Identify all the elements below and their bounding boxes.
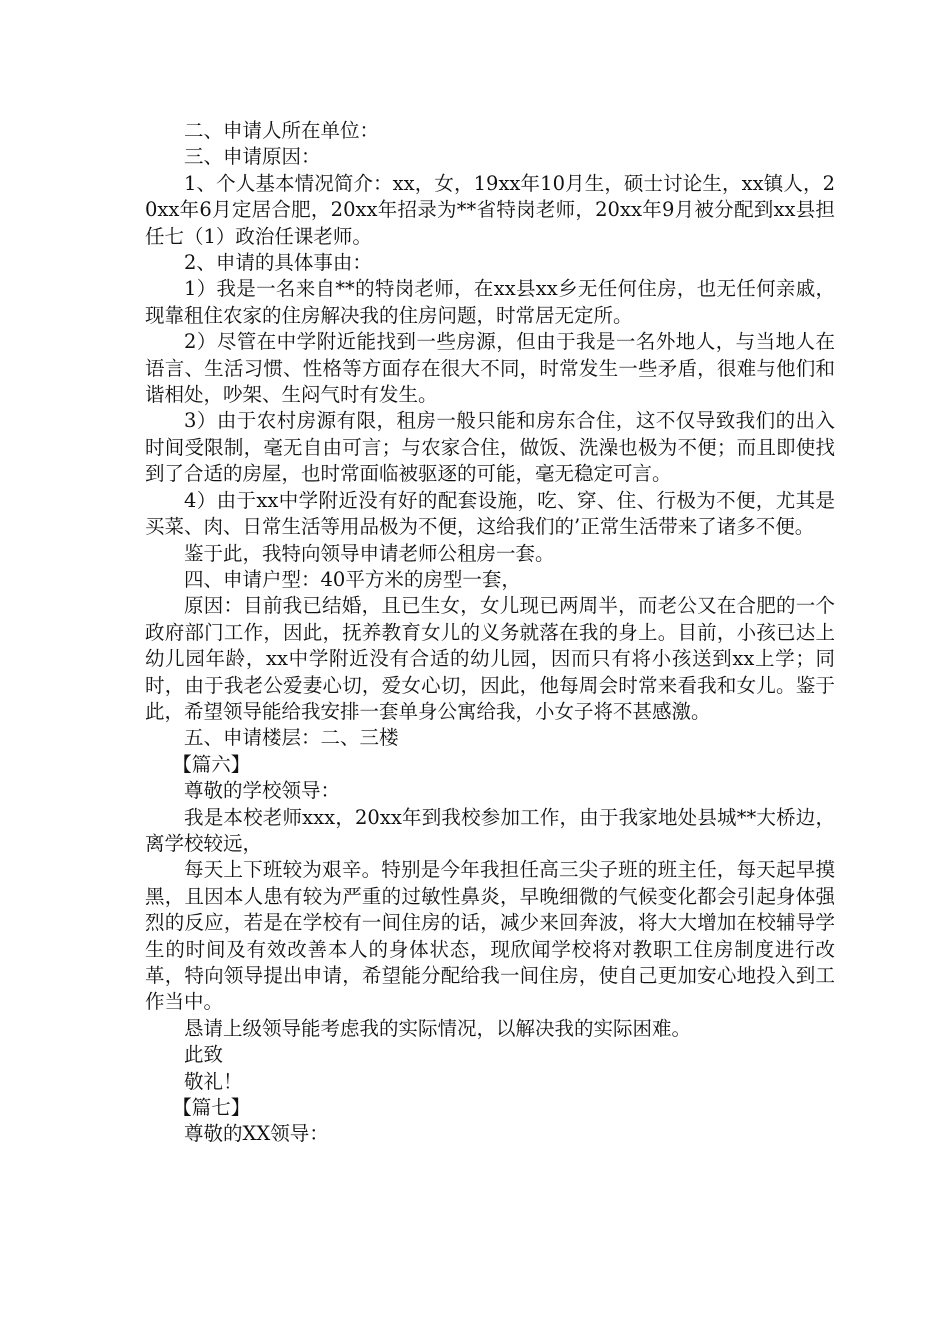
paragraph-hardship: 每天上下班较为艰辛。特别是今年我担任高三尖子班的班主任，每天起早摸黑，且因本人患有较为严重的过敏性鼻炎，早晚细微的气候变化都会引起身体强烈的反应，若是在学校有一间住房的话，减少来回奔波，将大大增加在校辅导学生的时间及有效改善本人的身体状态，现欣闻学校将对教职工住房制度进行改革，特向领导提出申请，希望能分配给我一间住房，使自己更加安心地投入到工作当中。 [145, 858, 835, 1014]
paragraph-reason-4: 4）由于xx中学附近没有好的配套设施，吃、穿、住、行极为不便，尤其是买菜、肉、日常生活等用品极为不便，这给我们的’正常生活带来了诸多不便。 [145, 488, 835, 539]
closing-jingli: 敬礼！ [184, 1069, 243, 1093]
document-body [145, 118, 835, 1148]
salutation-school: 尊敬的学校领导： [184, 779, 341, 803]
paragraph-reason-3: 3）由于农村房源有限，租房一般只能和房东合住，这不仅导致我们的出入时间受限制，毫无自由可言；与农家合住，做饭、洗澡也极为不便；而且即使找到了合适的房屋，也时常面临被驱逐的可能，毫无稳定可言。 [145, 409, 835, 486]
closing-cizhi: 此致 [184, 1043, 224, 1067]
chapter-heading-six: 【篇六】 [172, 752, 251, 776]
paragraph-intro: 我是本校老师xxx，20xx年到我校参加工作，由于我家地处县城**大桥边，离学校较远， [145, 805, 835, 855]
section-heading-floor: 五、申请楼层：二、三楼 [184, 726, 399, 750]
paragraph-specific-reasons-heading: 2、申请的具体事由： [184, 251, 372, 275]
salutation-xx-leader: 尊敬的XX领导： [184, 1122, 329, 1146]
paragraph-reason-1: 1）我是一名来自**的特岗老师，在xx县xx乡无任何住房，也无任何亲戚，现靠租住农家的住房解决我的住房问题，时常居无定所。 [145, 277, 835, 327]
paragraph-personal-info: 1、个人基本情况简介：xx，女，19xx年10月生，硕士讨论生，xx镇人，20xx年6月定居合肥，20xx年招录为**省特岗老师，20xx年9月被分配到xx县担任七（1）政治任课老师。 [145, 171, 835, 248]
paragraph-room-type-reason: 原因：目前我已结婚，且已生女，女儿现已两周半，而老公又在合肥的一个政府部门工作，因此，抚养教育女儿的义务就落在我的身上。目前，小孩已达上幼儿园年龄，xx中学附近没有合适的幼儿园，因而只有将小孩送到xx上学；同时，由于我老公爱妻心切，爱女心切，因此，他每周会时常来看我和女儿。鉴于此，希望领导能给我安排一套单身公寓给我，小女子将不甚感激。 [145, 594, 835, 723]
section-heading-unit: 二、申请人所在单位： [184, 119, 380, 142]
paragraph-request: 鉴于此，我特向领导申请老师公租房一套。 [184, 541, 555, 565]
paragraph-plea: 恳请上级领导能考虑我的实际情况，以解决我的实际困难。 [184, 1016, 692, 1040]
chapter-heading-seven: 【篇七】 [172, 1096, 251, 1120]
section-heading-reason: 三、申请原因： [184, 145, 321, 169]
paragraph-reason-2: 2）尽管在中学附近能找到一些房源，但由于我是一名外地人，与当地人在语言、生活习惯、性格等方面存在很大不同，时常发生一些矛盾，很难与他们和谐相处，吵架、生闷气时有发生。 [145, 330, 835, 407]
section-heading-room-type: 四、申请户型：40平方米的房型一套， [184, 567, 521, 591]
